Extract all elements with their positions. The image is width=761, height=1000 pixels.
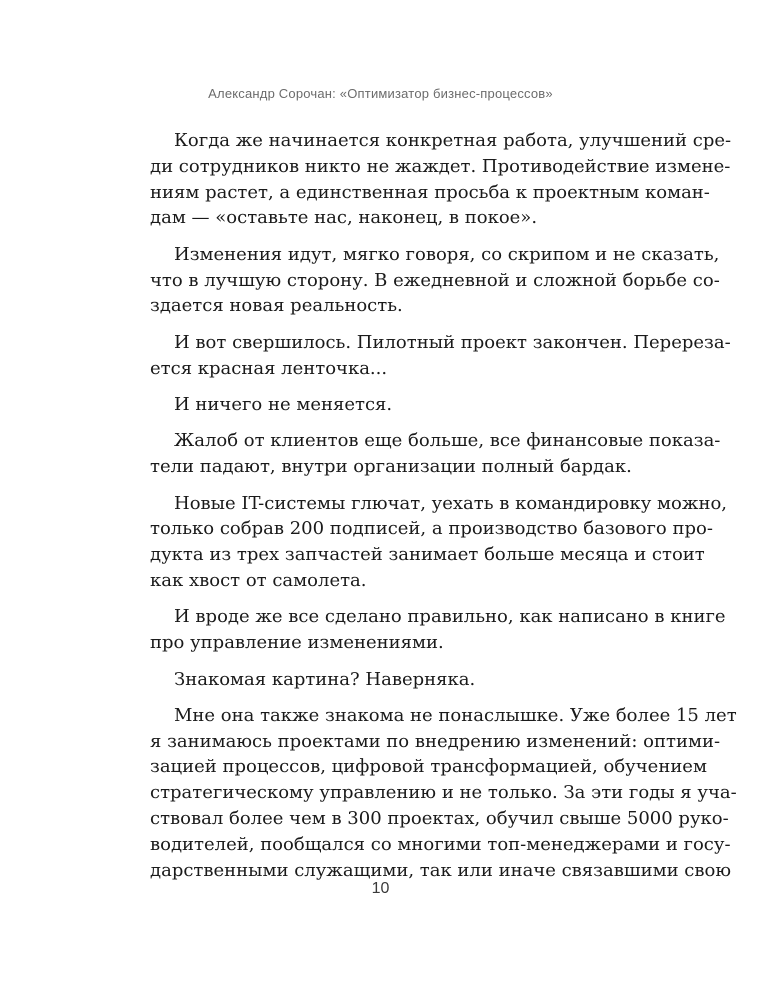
page-number: 10 [371,880,390,897]
paragraph [150,491,727,594]
text-line: дарственными служащими, так или иначе связавшими свою [150,859,732,881]
text-line: ниям растет, а единственная просьба к проектным коман- [150,181,710,203]
text-line: Жалоб от клиентов еще больше, все финансовые показа- [174,430,721,452]
text-line: ствовал более чем в 300 проектах, обучил свыше 5000 руко- [150,808,729,830]
text-line: что в лучшую сторону. В ежедневной и сложной борьбе со- [150,269,720,291]
text-line: как хвост от самолета. [150,569,367,591]
paragraph [150,604,726,656]
text-line: про управление изменениями. [150,632,444,654]
text-line: И вот свершилось. Пилотный проект закончен. Перереза- [174,331,731,353]
text-line: Когда же начинается конкретная работа, улучшений сре- [174,130,732,151]
paragraph [150,242,720,319]
text-line: И ничего не меняется. [174,393,393,415]
text-line: тели падают, внутри организации полный бардак. [150,456,632,478]
text-line: я занимаюсь проектами по внедрению изменений: оптими- [150,730,721,752]
text-line: дукта из трех запчастей занимает больше месяца и стоит [150,544,705,566]
paragraph [150,128,732,231]
paragraph [150,392,675,418]
text-line: здается новая реальность. [150,295,403,317]
text-line: зацией процессов, цифровой трансформацией, обучением [150,756,707,778]
paragraph [150,428,721,480]
text-line: стратегическому управлению и не только. За эти годы я уча- [150,782,737,804]
text-line: водителей, пообщался со многими топ-менеджерами и госу- [150,833,731,855]
text-line: ди сотрудников никто не жаждет. Противодействие измене- [150,155,731,177]
paragraph [150,667,675,693]
text-line: только собрав 200 подписей, а производство базового про- [150,518,713,540]
text-line: Знакомая картина? Наверняка. [174,668,476,690]
paragraph [150,330,731,382]
text-line: Мне она также знакома не понаслышке. Уже более 15 лет [174,704,737,726]
running-head: Александр Сорочан: «Оптимизатор бизнес-процессов» [208,86,553,101]
text-line: Новые IT-системы глючат, уехать в командировку можно, [174,492,727,514]
text-line: И вроде же все сделано правильно, как написано в книге [174,606,726,628]
text-line: дам — «оставьте нас, наконец, в покое». [150,207,538,229]
body-text [150,128,737,894]
text-line: ется красная ленточка... [150,357,388,379]
text-line: Изменения идут, мягко говоря, со скрипом и не сказать, [174,243,720,265]
paragraph [150,703,737,884]
